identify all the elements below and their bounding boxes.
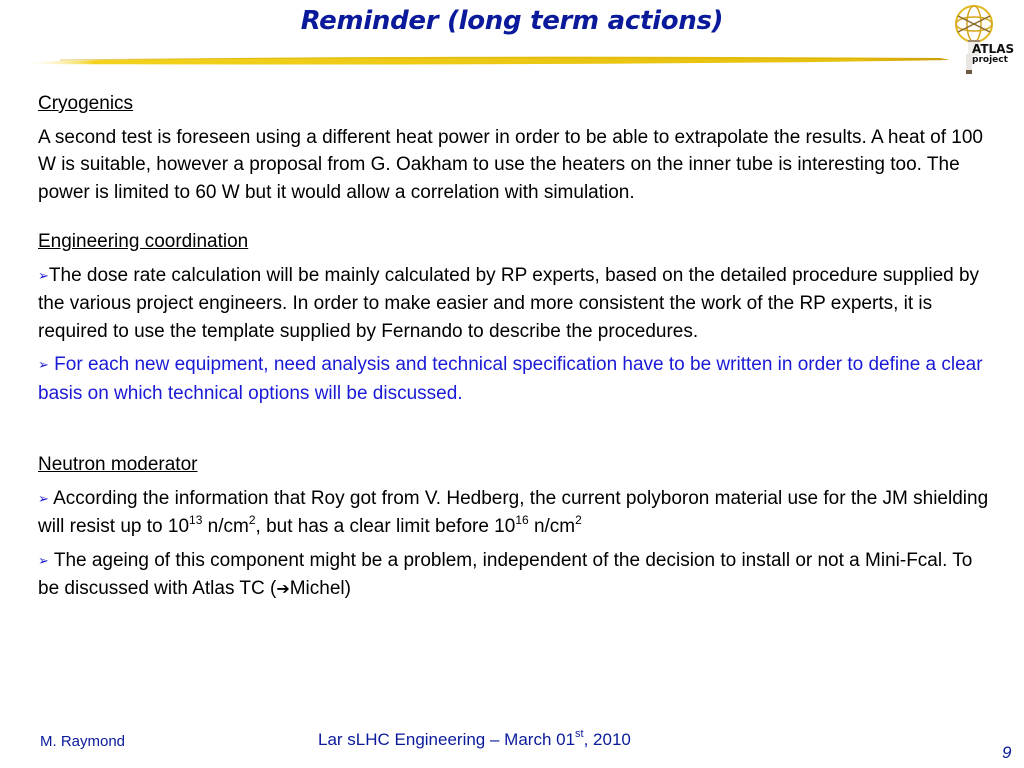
cryogenics-paragraph: A second test is foreseen using a different heat power in order to be able to extrapolate the results. A heat of 100 W is suitable, however a proposal from G. Oakham to use the heaters on the inner tube is interesting too. The power is limited to 60 W but it would allow a correlation with simulation. (38, 126, 983, 203)
section-heading-cryogenics: Cryogenics (38, 93, 134, 114)
section-heading-engineering: Engineering coordination (38, 231, 249, 252)
page-number: 9 (1002, 743, 1012, 762)
slide-body (38, 90, 998, 604)
atlas-project-logo (944, 2, 1022, 80)
page-title: Reminder (long term actions) (300, 6, 724, 36)
logo-text-atlas: ATLAS (972, 42, 1015, 56)
logo-text-project: project (972, 55, 1008, 65)
engineering-bullet-2: ➢ For each new equipment, need analysis and technical specification have to be written in order to define a clear basis on which technical options will be discussed. (38, 354, 983, 404)
bullet-arrow-icon: ➢ (38, 267, 49, 283)
brush-stroke-divider (0, 50, 960, 70)
engineering-bullet-1: ➢The dose rate calculation will be mainly calculated by RP experts, based on the detailed procedure supplied by the various project engineers. In order to make easier and more consistent the work of the RP experts, it is required to use the template supplied by Fernando to describe the procedures. (38, 264, 980, 342)
bullet-arrow-icon: ➢ (38, 552, 49, 568)
bullet-arrow-icon: ➢ (38, 357, 49, 372)
bullet-arrow-icon: ➢ (38, 490, 49, 506)
right-arrow-icon: ➔ (276, 581, 290, 598)
footer-author: M. Raymond (40, 733, 126, 750)
footer-event: Lar sLHC Engineering – March 01st, 2010 (318, 728, 631, 749)
neutron-bullet-1: ➢ According the information that Roy got from V. Hedberg, the current polyboron material use for the JM shielding will resist up to $10^{13}$ $n/cm^2$, but has a clear limit before $10^{16}$ $n/cm^2$ (38, 487, 989, 537)
section-heading-neutron: Neutron moderator (38, 454, 198, 475)
neutron-bullet-2: ➢ The ageing of this component might be a problem, independent of the decision to install or not a Mini-Fcal. To be discussed with Atlas TC (➔Michel) (38, 549, 973, 599)
